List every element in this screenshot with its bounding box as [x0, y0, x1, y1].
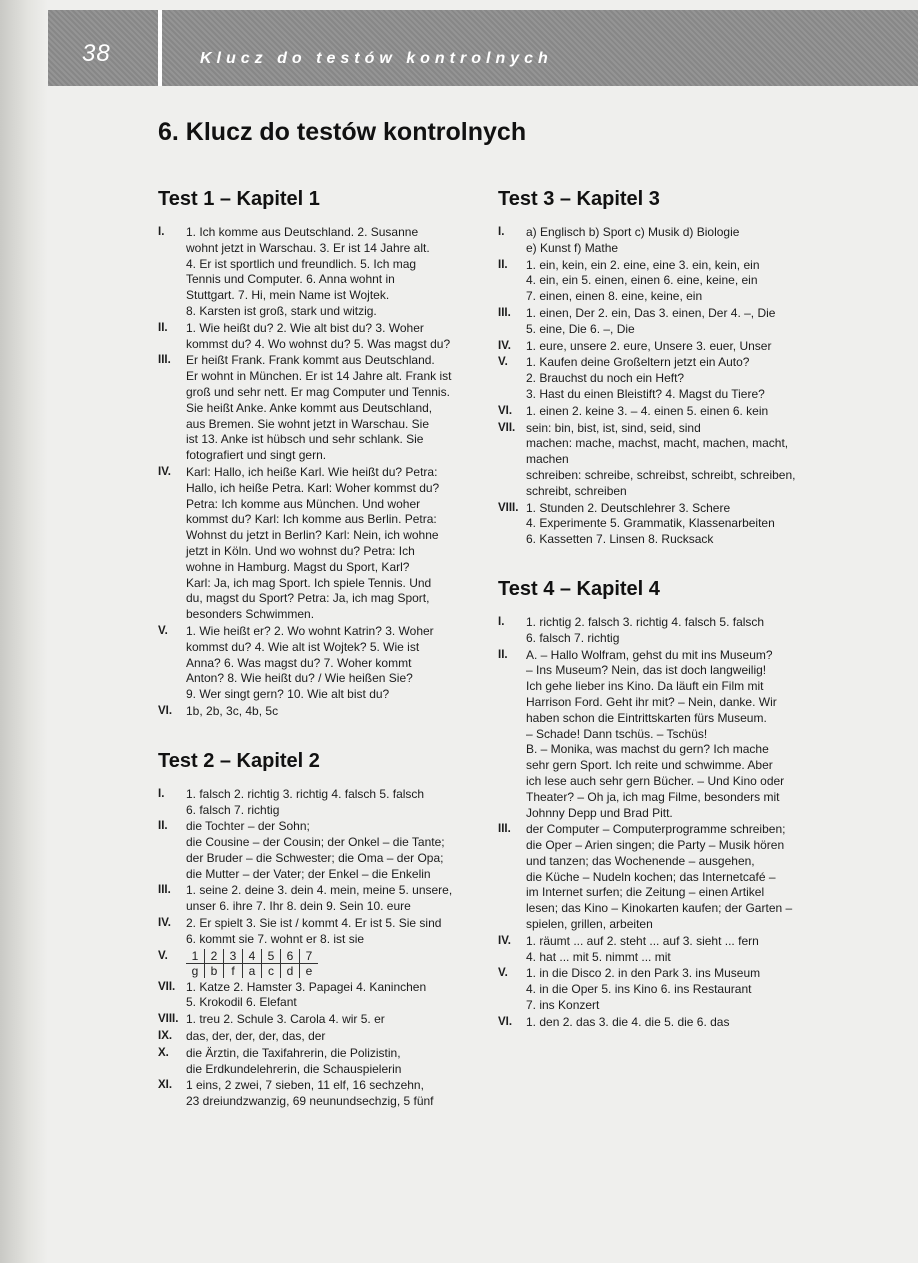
- answer-line: 8. Karsten ist groß, stark und witzig.: [186, 303, 377, 318]
- exercise-number: VI.: [158, 704, 173, 717]
- answer-line: Anton? 8. Wie heißt du? / Wie heißen Sie?: [186, 671, 413, 686]
- answer-line: 1. einen, Der 2. ein, Das 3. einen, Der 4. –, Die: [526, 305, 776, 320]
- exercise: [158, 1078, 478, 1110]
- answer-line: und tanzen; das Wochenende – ausgehen,: [526, 853, 755, 868]
- page-edge: [0, 0, 48, 1263]
- answer-line: 2. Brauchst du noch ein Heft?: [526, 371, 685, 386]
- exercise: [158, 949, 478, 978]
- exercise: [498, 421, 823, 500]
- exercise: [498, 404, 823, 420]
- exercise: [158, 353, 478, 464]
- answer-line: Stuttgart. 7. Hi, mein Name ist Wojtek.: [186, 288, 390, 303]
- match-cell: 2: [205, 949, 224, 964]
- answer-line: 9. Wer singt gern? 10. Wie alt bist du?: [186, 687, 390, 702]
- section-heading: Test 4 – Kapitel 4: [498, 577, 660, 600]
- exercise-number: VII.: [158, 980, 176, 993]
- answer-line: 6. falsch 7. richtig: [526, 630, 620, 645]
- section-heading: Test 3 – Kapitel 3: [498, 188, 660, 210]
- answer-line: 1. treu 2. Schule 3. Carola 4. wir 5. er: [186, 1012, 385, 1027]
- answer-line: 5. eine, Die 6. –, Die: [526, 321, 635, 336]
- test-section: [158, 188, 478, 720]
- exercise-number: X.: [158, 1046, 169, 1059]
- exercise: [158, 1012, 478, 1028]
- answer-line: ich lese auch sehr gern Bücher. – Und Kino oder: [526, 773, 785, 788]
- header-bar: [48, 10, 918, 86]
- match-table: [186, 949, 318, 978]
- answer-line: 4. Experimente 5. Grammatik, Klassenarbeiten: [526, 516, 775, 531]
- answer-line: kommst du? 4. Wie alt ist Wojtek? 5. Wie ist: [186, 639, 420, 654]
- running-head: Klucz do testów kontrolnych: [200, 50, 553, 67]
- match-cell: e: [305, 963, 313, 978]
- answer-line: machen: [526, 452, 569, 467]
- exercise: [158, 980, 478, 1012]
- exercise: [158, 916, 478, 948]
- match-cell: f: [224, 963, 243, 978]
- answer-line: 5. Krokodil 6. Elefant: [186, 995, 297, 1010]
- answer-line: 1. richtig 2. falsch 3. richtig 4. falsch 5. falsch: [526, 614, 765, 629]
- answer-line: 6. kommt sie 7. wohnt er 8. ist sie: [186, 931, 365, 946]
- answer-line: Karl: Hallo, ich heiße Karl. Wie heißt du? Petra:: [186, 464, 438, 479]
- answer-line: die Erdkundelehrerin, die Schauspielerin: [186, 1061, 402, 1076]
- exercise: [158, 321, 478, 353]
- exercise-number: III.: [498, 823, 511, 836]
- answer-line: 23 dreiundzwanzig, 69 neunundsechzig, 5 fünf: [186, 1094, 434, 1109]
- exercise: [498, 615, 823, 647]
- match-cell: g: [186, 963, 205, 978]
- match-row: [186, 963, 318, 978]
- answer-line: besonders Schwimmen.: [186, 607, 315, 622]
- match-cell: 4: [243, 949, 262, 964]
- answer-line: 1. in die Disco 2. in den Park 3. ins Museum: [526, 966, 761, 981]
- answer-line: spielen, grillen, arbeiten: [526, 917, 653, 932]
- answer-line: Tennis und Computer. 6. Anna wohnt in: [186, 272, 395, 287]
- answer-line: schreibt, schreiben: [526, 483, 627, 498]
- exercise: [158, 1029, 478, 1045]
- answer-line: Johnny Depp und Brad Pitt.: [526, 805, 673, 820]
- test-section: [498, 578, 823, 1031]
- answer-line: aus Bremen. Sie wohnt jetzt in Warschau. Sie: [186, 416, 429, 431]
- answer-line: e) Kunst f) Mathe: [526, 240, 619, 255]
- answer-line: 6. Kassetten 7. Linsen 8. Rucksack: [526, 532, 714, 547]
- exercise: [158, 819, 478, 882]
- answer-line: 6. falsch 7. richtig: [186, 802, 280, 817]
- exercise-number: VIII.: [498, 501, 519, 514]
- exercise: [498, 501, 823, 548]
- match-cell: 6: [281, 949, 300, 964]
- answer-line: machen: mache, machst, macht, machen, macht,: [526, 436, 789, 451]
- exercise-number: VIII.: [158, 1013, 179, 1026]
- answer-line: 4. in die Oper 5. ins Kino 6. ins Restaurant: [526, 982, 752, 997]
- answer-line: 7. einen, einen 8. eine, keine, ein: [526, 289, 703, 304]
- answer-line: kommst du? 4. Wo wohnst du? 5. Was magst du?: [186, 336, 451, 351]
- answer-line: Karl: Ja, ich mag Sport. Ich spiele Tennis. Und: [186, 575, 432, 590]
- answer-line: 1. seine 2. deine 3. dein 4. mein, meine 5. unsere,: [186, 883, 453, 898]
- section-heading: Test 1 – Kapitel 1: [158, 188, 320, 210]
- answer-line: Hallo, ich heiße Petra. Karl: Woher kommst du?: [186, 480, 440, 495]
- answer-line: lesen; das Kino – Kinokarten kaufen; der Garten –: [526, 901, 793, 916]
- answer-line: 1. Wie heißt du? 2. Wie alt bist du? 3. Woher: [186, 320, 424, 335]
- answer-line: fotografiert und singt gern.: [186, 448, 327, 463]
- exercise-number: I.: [158, 226, 165, 238]
- answer-line: a) Englisch b) Sport c) Musik d) Biologie: [526, 225, 740, 239]
- answer-line: Ich gehe lieber ins Kino. Da läuft ein Film mit: [526, 679, 764, 694]
- match-cell: b: [205, 963, 224, 978]
- answer-line: 7. ins Konzert: [526, 998, 600, 1013]
- answer-line: 1. falsch 2. richtig 3. richtig 4. falsch 5. falsch: [186, 786, 425, 801]
- exercise-number: II.: [158, 820, 168, 833]
- answer-line: kommst du? Karl: Ich komme aus Berlin. Petra:: [186, 512, 437, 527]
- exercise-number: VI.: [498, 1015, 513, 1028]
- exercise: [158, 883, 478, 915]
- exercise-number: III.: [158, 354, 171, 367]
- exercise: [158, 1046, 478, 1078]
- answer-line: die Tochter – der Sohn;: [186, 819, 310, 834]
- exercise-number: III.: [158, 884, 171, 897]
- match-cell: 3: [224, 949, 243, 964]
- answer-line: 4. hat ... mit 5. nimmt ... mit: [526, 949, 671, 964]
- exercise-number: V.: [158, 624, 168, 637]
- answer-line: 1. einen 2. keine 3. – 4. einen 5. einen 6. kein: [526, 403, 769, 418]
- match-cell: a: [243, 963, 262, 978]
- answer-line: Anna? 6. Was magst du? 7. Woher kommt: [186, 655, 412, 670]
- answer-line: Er wohnt in München. Er ist 14 Jahre alt. Frank ist: [186, 369, 452, 384]
- exercise-number: VII.: [498, 421, 516, 434]
- exercise-number: II.: [498, 258, 508, 271]
- match-cell: c: [262, 963, 281, 978]
- exercise-number: II.: [498, 648, 508, 661]
- answer-line: groß und sehr nett. Er mag Computer und Tennis.: [186, 384, 450, 399]
- answer-line: 2. Er spielt 3. Sie ist / kommt 4. Er ist 5. Sie sind: [186, 916, 442, 931]
- answer-line: 1 eins, 2 zwei, 7 sieben, 11 elf, 16 sechzehn,: [186, 1078, 424, 1093]
- exercise: [158, 465, 478, 623]
- answer-line: 1. ein, kein, ein 2. eine, eine 3. ein, kein, ein: [526, 257, 760, 272]
- exercise-number: IV.: [498, 934, 512, 947]
- answer-line: schreiben: schreibe, schreibst, schreibt, schreiben,: [526, 467, 796, 482]
- answer-line: die Küche – Nudeln kochen; das Internetcafé –: [526, 869, 776, 884]
- exercise: [498, 934, 823, 966]
- answer-line: Sie heißt Anke. Anke kommt aus Deutschland,: [186, 400, 433, 415]
- exercise-number: I.: [498, 615, 505, 628]
- exercise: [498, 306, 823, 338]
- answer-line: jetzt in Köln. Und wo wohnst du? Petra: Ich: [186, 543, 415, 558]
- exercise: [498, 648, 823, 822]
- exercise-number: V.: [158, 949, 168, 962]
- answer-line: die Ärztin, die Taxifahrerin, die Polizistin,: [186, 1045, 401, 1060]
- test-section: [498, 188, 823, 548]
- exercise-number: I.: [158, 787, 165, 800]
- match-cell: 7: [300, 949, 319, 964]
- match-cell: 5: [262, 949, 281, 964]
- answer-line: 1. Kaufen deine Großeltern jetzt ein Auto?: [526, 355, 750, 370]
- right-column: [498, 188, 823, 1061]
- match-row: [186, 949, 318, 964]
- exercise: [158, 225, 478, 320]
- page-number: 38: [82, 40, 111, 67]
- answer-line: Er heißt Frank. Frank kommt aus Deutschland.: [186, 353, 435, 368]
- exercise-number: XI.: [158, 1079, 173, 1092]
- exercise: [498, 339, 823, 355]
- answer-line: haben schon die Eintrittskarten fürs Museum.: [526, 710, 767, 725]
- match-cell: 1: [186, 949, 205, 964]
- answer-line: 1. eure, unsere 2. eure, Unsere 3. euer, Unser: [526, 338, 772, 353]
- exercise: [498, 966, 823, 1013]
- page-title: 6. Klucz do testów kontrolnych: [158, 118, 527, 146]
- answer-line: – Ins Museum? Nein, das ist doch langweilig!: [526, 663, 767, 678]
- exercise-number: I.: [498, 226, 505, 238]
- answer-line: der Computer – Computerprogramme schreiben;: [526, 822, 786, 837]
- exercise-number: IX.: [158, 1030, 173, 1043]
- exercise: [158, 704, 478, 720]
- answer-line: die Mutter – der Vater; der Enkel – die Enkelin: [186, 866, 431, 881]
- answer-line: 4. Er ist sportlich und freundlich. 5. Ich mag: [186, 256, 417, 271]
- exercise: [498, 355, 823, 402]
- exercise: [498, 225, 823, 257]
- answer-line: 3. Hast du einen Bleistift? 4. Magst du Tiere?: [526, 386, 765, 401]
- answer-line: 1. räumt ... auf 2. steht ... auf 3. sieht ... fern: [526, 933, 759, 948]
- section-heading: Test 2 – Kapitel 2: [158, 749, 320, 772]
- answer-line: die Oper – Arien singen; die Party – Musik hören: [526, 838, 785, 853]
- exercise: [158, 624, 478, 703]
- exercise: [498, 258, 823, 305]
- answer-line: 1b, 2b, 3c, 4b, 5c: [186, 703, 279, 718]
- answer-line: 1. den 2. das 3. die 4. die 5. die 6. das: [526, 1014, 730, 1029]
- answer-line: sein: bin, bist, ist, sind, seid, sind: [526, 420, 701, 435]
- exercise-number: V.: [498, 356, 508, 369]
- answer-line: Harrison Ford. Geht ihr mit? – Nein, danke. Wir: [526, 694, 777, 709]
- exercise: [498, 822, 823, 933]
- answer-line: 1. Katze 2. Hamster 3. Papagei 4. Kaninchen: [186, 979, 427, 994]
- match-cell: d: [281, 963, 300, 978]
- exercise-number: IV.: [158, 917, 172, 930]
- answer-line: sehr gern Sport. Ich reite und schwimme. Aber: [526, 758, 773, 773]
- answer-line: die Cousine – der Cousin; der Onkel – die Tante;: [186, 835, 445, 850]
- answer-line: 4. ein, ein 5. einen, einen 6. eine, keine, ein: [526, 273, 758, 288]
- answer-line: im Internet surfen; die Zeitung – einen Artikel: [526, 885, 765, 900]
- test-section: [158, 750, 478, 1110]
- exercise-number: III.: [498, 306, 511, 319]
- exercise-number: II.: [158, 321, 168, 334]
- answer-line: der Bruder – die Schwester; die Oma – der Opa;: [186, 850, 444, 865]
- answer-line: wohne in Hamburg. Magst du Sport, Karl?: [186, 559, 410, 574]
- answer-line: – Schade! Dann tschüs. – Tschüs!: [526, 726, 708, 741]
- answer-line: Petra: Ich komme aus München. Und woher: [186, 496, 421, 511]
- answer-line: 1. Wie heißt er? 2. Wo wohnt Katrin? 3. Woher: [186, 623, 434, 638]
- exercise-number: VI.: [498, 404, 513, 417]
- answer-line: ist 13. Anke ist hübsch und sehr schlank. Sie: [186, 432, 424, 447]
- answer-line: wohnt jetzt in Warschau. 3. Er ist 14 Jahre alt.: [186, 240, 430, 255]
- exercise-number: IV.: [498, 339, 512, 352]
- header-divider: [158, 10, 162, 86]
- answer-line: du, magst du Sport? Petra: Ja, ich mag Sport,: [186, 591, 430, 606]
- exercise: [498, 1015, 823, 1031]
- exercise-number: V.: [498, 967, 508, 980]
- answer-line: unser 6. ihre 7. Ihr 8. dein 9. Sein 10. eure: [186, 899, 411, 914]
- answer-line: Wohnst du jetzt in Berlin? Karl: Nein, ich wohne: [186, 528, 439, 543]
- answer-line: B. – Monika, was machst du gern? Ich mache: [526, 742, 769, 757]
- answer-line: 1. Ich komme aus Deutschland. 2. Susanne: [186, 225, 419, 239]
- answer-line: das, der, der, der, das, der: [186, 1029, 326, 1044]
- exercise: [158, 787, 478, 819]
- exercise-number: IV.: [158, 465, 172, 478]
- answer-line: Theater? – Oh ja, ich mag Filme, besonders mit: [526, 789, 780, 804]
- left-column: [158, 188, 478, 1140]
- answer-line: 1. Stunden 2. Deutschlehrer 3. Schere: [526, 500, 731, 515]
- answer-line: A. – Hallo Wolfram, gehst du mit ins Museum?: [526, 647, 773, 662]
